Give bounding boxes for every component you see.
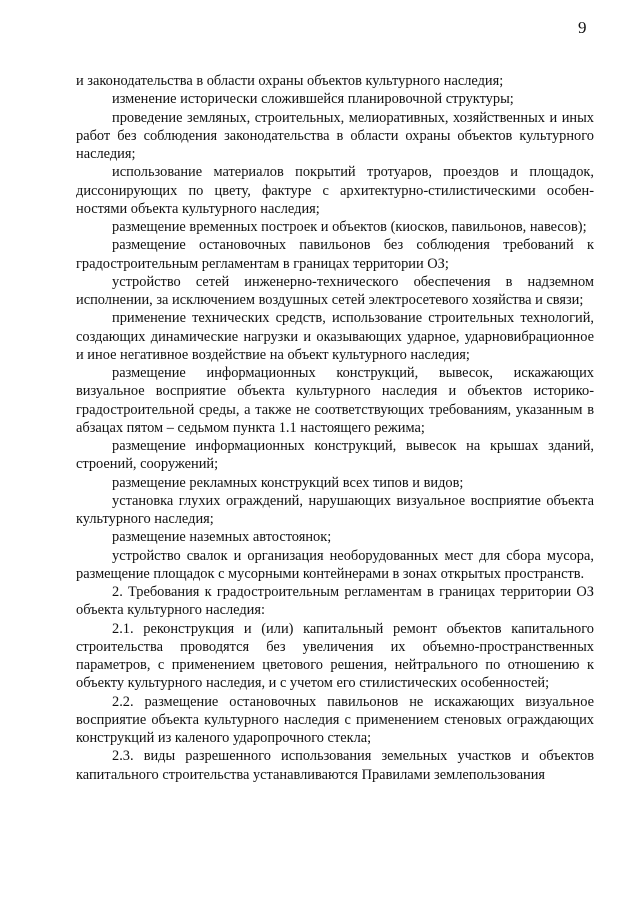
- paragraph: 2.1. реконструкция и (или) капитальный ремонт объектов капитального строительства проводятся без увеличения их объемно-пространственных параметров, с применением цветового решения, нейтрального по отношению к объекту культурного наследия, и с учетом его стилистических особенностей;: [76, 620, 594, 692]
- paragraph: проведение земляных, строительных, мелиоративных, хозяйственных и иных работ без соблюдения законодательства в области охраны объектов культурного наследия;: [76, 109, 594, 162]
- paragraph: использование материалов покрытий тротуаров, проездов и площадок, диссонирующих по цвету, фактуре с архитектурно-стилистическими особенностями объекта культурного наследия;: [76, 164, 594, 217]
- paragraph: и законодательства в области охраны объектов культурного наследия;: [76, 73, 504, 89]
- section-heading: 2. Требования к градостроительным регламентам в границах территории ОЗ объекта культурного наследия:: [76, 584, 594, 619]
- paragraph: 2.2. размещение остановочных павильонов не искажающих визуальное восприятие объекта культурного наследия с применением стеновых ограждающих конструкций из каленого ударопрочного стекла;: [76, 693, 594, 746]
- paragraph: размещение временных построек и объектов (киосков, павильонов, навесов);: [112, 219, 587, 235]
- paragraph: применение технических средств, использование строительных технологий, создающих динамические нагрузки и оказывающих ударное, ударновибрационное и иное негативное воздействие на объект культурного наследия;: [76, 310, 594, 363]
- paragraph: размещение рекламных конструкций всех типов и видов;: [112, 474, 464, 491]
- paragraph: размещение информационных конструкций, вывесок на крышах зданий, строений, сооружений;: [76, 438, 594, 473]
- paragraph: размещение остановочных павильонов без соблюдения требований к градостроительным регламентам в границах территории ОЗ;: [76, 237, 594, 272]
- paragraph: устройство свалок и организация необорудованных мест для сбора мусора, размещение площадок с мусорными контейнерами в зонах открытых пространств.: [76, 547, 594, 582]
- paragraph: размещение наземных автостоянок;: [112, 529, 332, 546]
- paragraph: изменение исторически сложившейся планировочной структуры;: [112, 91, 514, 108]
- paragraph: 2.3. виды разрешенного использования земельных участков и объектов капитального строительства устанавливаются Правилами землепользования: [76, 748, 594, 783]
- paragraph: установка глухих ограждений, нарушающих визуальное восприятие объекта культурного наследия;: [76, 492, 594, 527]
- document-body: [76, 72, 594, 784]
- page-number: 9: [578, 18, 587, 37]
- paragraph: размещение информационных конструкций, вывесок, искажающих визуальное восприятие объекта культурного наследия и объектов историко-градостроительной среды, а также не соответствующих требованиям, указанным в абзацах пятом – седьмом пункта 1.1 настоящего режима;: [76, 365, 594, 436]
- paragraph: устройство сетей инженерно-технического обеспечения в надземном исполнении, за исключением воздушных сетей электросетевого хозяйства и связи;: [76, 273, 594, 308]
